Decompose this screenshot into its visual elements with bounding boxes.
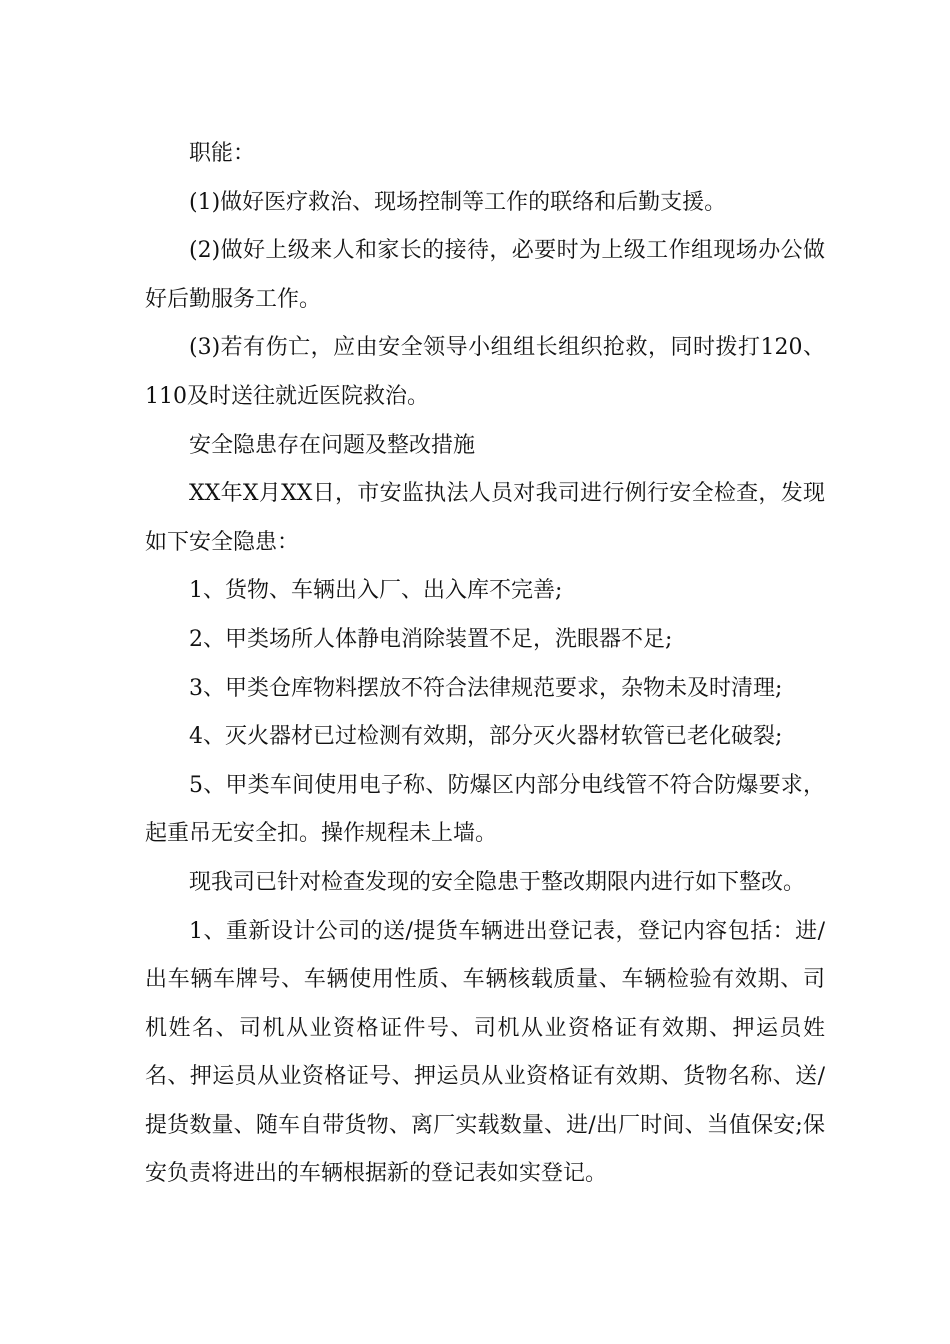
paragraph-functions-heading: 职能： — [189, 141, 256, 166]
document-body — [145, 130, 825, 1199]
rectification-item-1: 1、重新设计公司的送/提货车辆进出登记表，登记内容包括：进/出车辆车牌号、车辆使用性质、车辆核载质量、车辆检验有效期、司机姓名、司机从业资格证件号、司机从业资格证有效期、押运员姓名、押运员从业资格证号、押运员从业资格证有效期、货物名称、送/提货数量、随车自带货物、离厂实载数量、进/出厂时间、当值保安;保安负责将进出的车辆根据新的登记表如实登记。 — [145, 918, 825, 1187]
paragraph-rectification-intro: 现我司已针对检查发现的安全隐患于整改期限内进行如下整改。 — [189, 869, 806, 895]
paragraph-item-3: (3)若有伤亡，应由安全领导小组组长组织抢救，同时拨打120、110及时送往就近医院救治。 — [145, 335, 825, 409]
section-heading: 安全隐患存在问题及整改措施 — [189, 432, 476, 458]
hazard-item-1: 1、货物、车辆出入厂、出入库不完善; — [189, 578, 563, 604]
paragraph-item-2: (2)做好上级来人和家长的接待，必要时为上级工作组现场办公做好后勤服务工作。 — [145, 238, 825, 312]
paragraph-inspection-intro: XX年X月XX日，市安监执法人员对我司进行例行安全检查，发现如下安全隐患： — [145, 481, 825, 555]
hazard-item-5: 5、甲类车间使用电子称、防爆区内部分电线管不符合防爆要求，起重吊无安全扣。操作规程未上墙。 — [145, 772, 825, 847]
paragraph-item-1: (1)做好医疗救治、现场控制等工作的联络和后勤支援。 — [189, 189, 727, 215]
hazard-item-2: 2、甲类场所人体静电消除装置不足，洗眼器不足; — [189, 626, 673, 652]
hazard-item-3: 3、甲类仓库物料摆放不符合法律规范要求，杂物未及时清理; — [189, 675, 783, 701]
hazard-item-4: 4、灭火器材已过检测有效期，部分灭火器材软管已老化破裂; — [189, 724, 783, 750]
